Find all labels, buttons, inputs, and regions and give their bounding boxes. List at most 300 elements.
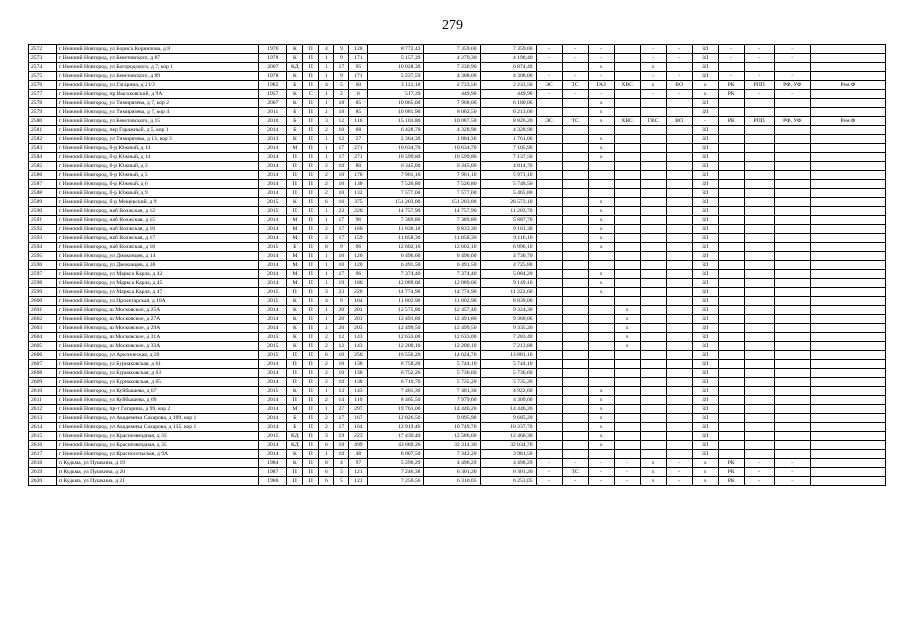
service-cell: -	[718, 72, 744, 81]
apartments-cell: 138	[349, 378, 368, 387]
service-cell: ЗЛ	[692, 162, 718, 171]
type-cell: П	[303, 279, 319, 288]
table-row	[29, 360, 886, 369]
service-cell: -	[588, 90, 614, 99]
service-cell: -	[774, 90, 810, 99]
apartments-cell: 160	[349, 225, 368, 234]
table-row	[29, 378, 886, 387]
service-cell: ЗЛ	[692, 333, 718, 342]
year-cell: 2014	[259, 270, 287, 279]
service-cell	[614, 63, 640, 72]
service-cell	[718, 108, 744, 117]
material-cell: П	[287, 153, 303, 162]
residential-area-cell: 2 233,50	[480, 81, 536, 90]
type-cell: П	[303, 243, 319, 252]
service-cell	[810, 207, 885, 216]
service-cell	[774, 324, 810, 333]
service-cell	[562, 279, 588, 288]
entrances-cell: 17	[334, 234, 349, 243]
service-cell	[640, 423, 666, 432]
total-area-cell: 11 858,30	[368, 234, 424, 243]
row-id: 2572	[29, 45, 57, 54]
table-row	[29, 207, 886, 216]
service-cell	[744, 216, 774, 225]
address-cell: г Нижний Новгород, наб Волжская, д 12	[57, 207, 259, 216]
service-cell	[744, 162, 774, 171]
service-cell	[744, 324, 774, 333]
table-row	[29, 315, 886, 324]
service-cell	[614, 360, 640, 369]
material-cell: К	[287, 297, 303, 306]
service-cell	[614, 153, 640, 162]
address-cell: г Нижний Новгород, ш Московское, д 31А	[57, 333, 259, 342]
total-area-cell: 6 491,50	[368, 261, 424, 270]
floors-cell: 1	[319, 216, 334, 225]
service-cell	[536, 162, 562, 171]
service-cell	[718, 171, 744, 180]
row-id: 2575	[29, 72, 57, 81]
total-area-cell: 12 491,80	[368, 315, 424, 324]
living-area-cell: 6 496,60	[424, 252, 480, 261]
service-cell	[666, 198, 692, 207]
service-cell	[774, 342, 810, 351]
material-cell: Б	[287, 126, 303, 135]
service-cell	[536, 198, 562, 207]
service-cell	[666, 432, 692, 441]
service-cell	[614, 414, 640, 423]
entrances-cell: 17	[334, 63, 349, 72]
service-cell: -	[536, 54, 562, 63]
total-area-cell: 7 526,80	[368, 180, 424, 189]
service-cell	[666, 351, 692, 360]
type-cell: П	[303, 81, 319, 90]
service-cell: х	[588, 99, 614, 108]
entrances-cell: 5	[334, 477, 349, 486]
service-cell: ЗЛ	[692, 72, 718, 81]
service-cell	[562, 252, 588, 261]
table-row	[29, 432, 886, 441]
service-cell	[744, 207, 774, 216]
service-cell	[536, 297, 562, 306]
service-cell	[562, 450, 588, 459]
year-cell: 2015	[259, 351, 287, 360]
residential-area-cell: 6 253,05	[480, 477, 536, 486]
service-cell	[744, 180, 774, 189]
apartments-cell: 85	[349, 108, 368, 117]
living-area-cell: 14 624,70	[424, 351, 480, 360]
service-cell: -	[718, 45, 744, 54]
entrances-cell: 9	[334, 297, 349, 306]
service-cell	[640, 234, 666, 243]
total-area-cell: 12 026,50	[368, 414, 424, 423]
service-cell: ГАЗ	[588, 81, 614, 90]
service-cell	[718, 180, 744, 189]
service-cell: ЗЛ	[692, 198, 718, 207]
service-cell: ЗЛ	[692, 360, 718, 369]
service-cell	[536, 234, 562, 243]
year-cell: 2014	[259, 189, 287, 198]
material-cell: К	[287, 45, 303, 54]
service-cell	[774, 153, 810, 162]
entrances-cell: 10	[334, 450, 349, 459]
service-cell	[666, 441, 692, 450]
floors-cell: 2	[319, 171, 334, 180]
table-row	[29, 180, 886, 189]
service-cell	[536, 243, 562, 252]
apartments-cell: 132	[349, 189, 368, 198]
service-cell	[588, 180, 614, 189]
apartments-cell: 138	[349, 360, 368, 369]
service-cell	[744, 396, 774, 405]
service-cell	[810, 135, 885, 144]
service-cell	[744, 252, 774, 261]
service-cell	[810, 432, 885, 441]
apartments-cell: 143	[349, 387, 368, 396]
service-cell	[744, 270, 774, 279]
entrances-cell: 10	[334, 261, 349, 270]
service-cell	[614, 405, 640, 414]
service-cell	[718, 405, 744, 414]
service-cell	[614, 108, 640, 117]
service-cell	[774, 207, 810, 216]
service-cell	[666, 234, 692, 243]
type-cell: П	[303, 99, 319, 108]
address-cell: г Нижний Новгород, ул Краснозвездная, д 33	[57, 432, 259, 441]
living-area-cell: 2 733,50	[424, 81, 480, 90]
service-cell: ЗЛ	[692, 45, 718, 54]
service-cell: х	[588, 423, 614, 432]
service-cell: ЗЛ	[692, 135, 718, 144]
residential-area-cell: 9 335,20	[480, 324, 536, 333]
service-cell: -	[588, 72, 614, 81]
year-cell: 1976	[259, 45, 287, 54]
service-cell: х	[588, 432, 614, 441]
type-cell: П	[303, 135, 319, 144]
service-cell: -	[536, 468, 562, 477]
apartments-cell: 180	[349, 279, 368, 288]
service-cell: ЗЛ	[692, 351, 718, 360]
type-cell: П	[303, 414, 319, 423]
service-cell	[718, 396, 744, 405]
service-cell	[810, 126, 885, 135]
service-cell: ЗЛ	[692, 171, 718, 180]
row-id: 2607	[29, 360, 57, 369]
type-cell: П	[303, 117, 319, 126]
service-cell: РПП	[744, 117, 774, 126]
total-area-cell: 7 256,56	[368, 477, 424, 486]
total-area-cell: 16 556,20	[368, 351, 424, 360]
row-id: 2612	[29, 405, 57, 414]
service-cell: х	[692, 459, 718, 468]
entrances-cell: 12	[334, 135, 349, 144]
material-cell: К	[287, 90, 303, 99]
service-cell	[640, 225, 666, 234]
material-cell: П	[287, 189, 303, 198]
service-cell	[810, 279, 885, 288]
service-cell	[744, 135, 774, 144]
service-cell	[640, 198, 666, 207]
service-cell: РК	[718, 90, 744, 99]
material-cell: К	[287, 99, 303, 108]
service-cell	[588, 171, 614, 180]
material-cell: П	[287, 378, 303, 387]
row-id: 2614	[29, 423, 57, 432]
service-cell: -	[666, 477, 692, 486]
address-cell: г Нижний Новгород, пер Гаражный, д 5, кор 1	[57, 126, 259, 135]
living-area-cell: 7 979,60	[424, 396, 480, 405]
service-cell	[718, 324, 744, 333]
service-cell	[640, 441, 666, 450]
service-cell	[666, 189, 692, 198]
row-id: 2585	[29, 162, 57, 171]
service-cell	[744, 63, 774, 72]
service-cell	[774, 288, 810, 297]
material-cell: К	[287, 135, 303, 144]
service-cell	[614, 378, 640, 387]
service-cell	[666, 216, 692, 225]
apartments-cell: 201	[349, 315, 368, 324]
service-cell	[614, 135, 640, 144]
service-cell: х	[588, 387, 614, 396]
service-cell: ЗЛ	[692, 225, 718, 234]
service-cell	[614, 243, 640, 252]
service-cell: -	[774, 477, 810, 486]
service-cell	[536, 99, 562, 108]
service-cell	[562, 378, 588, 387]
service-cell: х	[588, 108, 614, 117]
type-cell: П	[303, 369, 319, 378]
service-cell	[810, 387, 885, 396]
year-cell: 1988	[259, 477, 287, 486]
service-cell: х	[588, 234, 614, 243]
apartments-cell: 95	[349, 63, 368, 72]
apartments-cell: 120	[349, 261, 368, 270]
service-cell: х	[588, 405, 614, 414]
service-cell	[536, 207, 562, 216]
service-cell	[810, 369, 885, 378]
total-area-cell: 12 575,80	[368, 306, 424, 315]
residential-area-cell: 8 826,20	[480, 117, 536, 126]
row-id: 2574	[29, 63, 57, 72]
service-cell	[810, 468, 885, 477]
material-cell: М	[287, 234, 303, 243]
service-cell	[562, 333, 588, 342]
address-cell: г Нижний Новгород, ул Краснозвездная, д 35	[57, 441, 259, 450]
residential-area-cell: 14 446,20	[480, 405, 536, 414]
service-cell	[810, 189, 885, 198]
apartments-cell: 60	[349, 81, 368, 90]
service-cell	[666, 369, 692, 378]
row-id: 2610	[29, 387, 57, 396]
year-cell: 2014	[259, 423, 287, 432]
service-cell: -	[562, 72, 588, 81]
table-row	[29, 459, 886, 468]
service-cell	[666, 279, 692, 288]
residential-area-cell: 5 736,60	[480, 369, 536, 378]
service-cell	[810, 288, 885, 297]
service-cell	[562, 405, 588, 414]
service-cell	[640, 99, 666, 108]
year-cell: 2007	[259, 99, 287, 108]
service-cell	[640, 396, 666, 405]
type-cell: П	[303, 270, 319, 279]
apartments-cell: 68	[349, 126, 368, 135]
entrances-cell: 2	[334, 90, 349, 99]
service-cell	[536, 333, 562, 342]
row-id: 2590	[29, 207, 57, 216]
service-cell	[810, 270, 885, 279]
service-cell: -	[744, 477, 774, 486]
service-cell: ЗЛ	[692, 279, 718, 288]
service-cell: -	[718, 54, 744, 63]
service-cell	[614, 450, 640, 459]
service-cell	[536, 225, 562, 234]
service-cell: -	[744, 54, 774, 63]
material-cell: П	[287, 477, 303, 486]
floors-cell: 2	[319, 360, 334, 369]
service-cell	[718, 297, 744, 306]
table-row	[29, 117, 886, 126]
service-cell	[774, 162, 810, 171]
apartments-cell: 271	[349, 153, 368, 162]
service-cell	[588, 324, 614, 333]
entrances-cell: 19	[334, 432, 349, 441]
service-cell: ХВС	[614, 117, 640, 126]
service-cell	[774, 306, 810, 315]
address-cell: г Нижний Новгород, ул Бурнаковская, д 65	[57, 378, 259, 387]
service-cell	[666, 288, 692, 297]
service-cell	[562, 261, 588, 270]
entrances-cell: 9	[334, 54, 349, 63]
type-cell: П	[303, 189, 319, 198]
service-cell: ЗЛ	[692, 144, 718, 153]
service-cell	[562, 162, 588, 171]
entrances-cell: 17	[334, 270, 349, 279]
service-cell	[810, 360, 885, 369]
service-cell: -	[640, 45, 666, 54]
total-area-cell: 12 499,50	[368, 324, 424, 333]
row-id: 2584	[29, 153, 57, 162]
service-cell	[744, 171, 774, 180]
service-cell	[774, 216, 810, 225]
living-area-cell: 6 310,05	[424, 477, 480, 486]
address-cell: г Нижний Новгород, ул Бурнаковская, д 63	[57, 369, 259, 378]
service-cell	[744, 144, 774, 153]
service-cell	[718, 360, 744, 369]
floors-cell: 2	[319, 414, 334, 423]
apartments-cell: 171	[349, 54, 368, 63]
service-cell: РК	[718, 81, 744, 90]
service-cell	[640, 144, 666, 153]
service-cell: х	[588, 144, 614, 153]
service-cell: х	[614, 306, 640, 315]
entrances-cell: 10	[334, 162, 349, 171]
entrances-cell: 27	[334, 405, 349, 414]
service-cell	[718, 279, 744, 288]
table-row	[29, 477, 886, 486]
service-cell: -	[666, 468, 692, 477]
address-cell: г Нижний Новгород, б-р Южный, д 9	[57, 189, 259, 198]
service-cell	[536, 108, 562, 117]
entrances-cell: 12	[334, 117, 349, 126]
year-cell: 2015	[259, 198, 287, 207]
service-cell	[536, 450, 562, 459]
year-cell: 2014	[259, 261, 287, 270]
entrances-cell: 18	[334, 99, 349, 108]
floors-cell: 3	[319, 288, 334, 297]
service-cell	[562, 216, 588, 225]
service-cell	[774, 99, 810, 108]
service-cell	[718, 378, 744, 387]
service-cell	[614, 45, 640, 54]
residential-area-cell: 5 748,50	[480, 180, 536, 189]
service-cell	[744, 414, 774, 423]
service-cell	[744, 198, 774, 207]
service-cell	[718, 144, 744, 153]
residential-area-cell: 5 744,10	[480, 360, 536, 369]
service-cell	[640, 342, 666, 351]
table-body	[29, 45, 886, 486]
service-cell: х	[640, 477, 666, 486]
service-cell	[810, 261, 885, 270]
service-cell: ЗЛ	[692, 126, 718, 135]
entrances-cell: 17	[334, 423, 349, 432]
service-cell	[718, 387, 744, 396]
floors-cell: 1	[319, 153, 334, 162]
service-cell	[666, 324, 692, 333]
service-cell	[614, 144, 640, 153]
living-area-cell: 7 359,60	[424, 45, 480, 54]
type-cell: П	[303, 126, 319, 135]
service-cell	[640, 315, 666, 324]
service-cell	[718, 135, 744, 144]
service-cell	[774, 396, 810, 405]
apartments-cell: 85	[349, 99, 368, 108]
type-cell: П	[303, 45, 319, 54]
floors-cell: 1	[319, 450, 334, 459]
service-cell	[718, 450, 744, 459]
total-area-cell: 14 774,90	[368, 288, 424, 297]
entrances-cell: 9	[334, 45, 349, 54]
entrances-cell: 12	[334, 333, 349, 342]
service-cell	[666, 333, 692, 342]
service-cell	[562, 441, 588, 450]
residential-area-cell: 4 190,40	[480, 54, 536, 63]
floors-cell: 1	[319, 135, 334, 144]
service-cell	[774, 333, 810, 342]
floors-cell: 1	[319, 270, 334, 279]
year-cell: 2014	[259, 450, 287, 459]
service-cell	[536, 342, 562, 351]
service-cell	[774, 378, 810, 387]
apartments-cell: 116	[349, 117, 368, 126]
year-cell: 2014	[259, 396, 287, 405]
service-cell	[562, 270, 588, 279]
service-cell	[666, 450, 692, 459]
service-cell	[810, 198, 885, 207]
apartments-cell: 203	[349, 324, 368, 333]
service-cell: -	[614, 468, 640, 477]
service-cell: х	[588, 243, 614, 252]
service-cell: -	[774, 459, 810, 468]
living-area-cell: 5 735,20	[424, 378, 480, 387]
service-cell	[718, 243, 744, 252]
apartments-cell: 121	[349, 468, 368, 477]
year-cell: 2014	[259, 171, 287, 180]
service-cell: х	[614, 342, 640, 351]
material-cell: К	[287, 342, 303, 351]
year-cell: 2015	[259, 387, 287, 396]
